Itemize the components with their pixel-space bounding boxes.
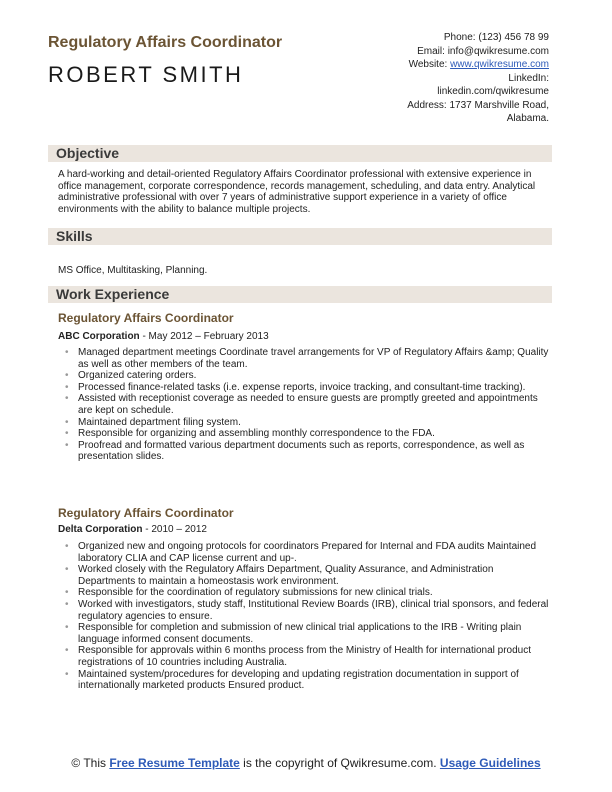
phone-label: Phone:: [443, 32, 476, 43]
job-2-title: Regulatory Affairs Coordinator: [58, 506, 234, 520]
linkedin-label: LinkedIn:: [508, 72, 549, 84]
contact-email: [309, 45, 549, 59]
email-value: info@qwikresume.com: [447, 45, 549, 57]
job-1-title: Regulatory Affairs Coordinator: [58, 311, 234, 325]
skills-section-header: [48, 228, 552, 245]
contact-block: [309, 31, 549, 126]
resume-job-title: Regulatory Affairs Coordinator: [48, 34, 283, 51]
job-1-dates: - May 2012 – February 2013: [139, 331, 269, 342]
copyright-footer: [48, 756, 564, 770]
objective-text: A hard-working and detail-oriented Regulatory Affairs Coordinator professional with extensive experience in office management, corporate correspondence, records management, scheduling, and data entry. Analytical administrative professional with over 7 years of administrative support experience in a variety of office environments with the ability to balance multiple projects.: [58, 169, 536, 215]
list-item: • Responsible for organizing and assembling monthly correspondence to the FDA.: [58, 428, 552, 440]
list-item: • Maintained system/procedures for developing and updating registration documentation in support of internationally marketed products Ensured product.: [58, 669, 552, 692]
list-item: • Responsible for the coordination of regulatory submissions for new clinical trials.: [58, 587, 552, 599]
job-1-company-line: [58, 331, 269, 342]
job-2-company: Delta Corporation: [58, 524, 143, 535]
contact-phone: [309, 31, 549, 45]
phone-value: (123) 456 78 99: [478, 32, 549, 43]
list-item: • Responsible for completion and submission of new clinical trial applications to the IRB - Writing plain language informed consent documents.: [58, 622, 552, 645]
free-resume-template-link[interactable]: Free Resume Template: [109, 756, 240, 770]
list-item: • Responsible for approvals within 6 months process from the Ministry of Health for international product registrations of 10 countries including Australia.: [58, 645, 552, 668]
list-item: • Managed department meetings Coordinate travel arrangements for VP of Regulatory Affairs &amp; Quality as well as other members of the team.: [58, 347, 552, 370]
address-line2: Alabama.: [506, 113, 549, 124]
work-heading: Work Experience: [56, 286, 170, 302]
list-item: • Proofread and formatted various department documents such as reports, correspondence, as well as presentation slides.: [58, 440, 552, 463]
list-item: • Organized new and ongoing protocols for coordinators Prepared for Internal and FDA audits Maintained laboratory CLIA and CAP license current and up-.: [58, 541, 552, 564]
address-label: Address:: [407, 99, 447, 111]
skills-text: MS Office, Multitasking, Planning.: [58, 265, 208, 276]
job-2-company-line: [58, 524, 207, 535]
work-section-header: [48, 286, 552, 303]
candidate-name: ROBERT SMITH: [48, 62, 244, 87]
contact-address: [309, 99, 549, 113]
list-item: • Organized catering orders.: [58, 370, 552, 382]
contact-website: [309, 58, 549, 72]
list-item: • Worked with investigators, study staff, Institutional Review Boards (IRB), clinical trial sponsors, and federal regulatory agencies to ensure.: [58, 599, 552, 622]
email-label: Email:: [417, 45, 445, 57]
linkedin-value: linkedin.com/qwikresume: [437, 86, 549, 97]
objective-heading: Objective: [56, 145, 120, 161]
skills-heading: Skills: [56, 228, 93, 244]
job-2-bullets: [58, 541, 552, 692]
list-item: • Worked closely with the Regulatory Affairs Department, Quality Assurance, and Administration Departments to maintain a homeostasis work environment.: [58, 564, 552, 587]
footer-middle: is the copyright of Qwikresume.com.: [239, 756, 440, 770]
usage-guidelines-link[interactable]: Usage Guidelines: [439, 756, 541, 770]
job-1-bullets: [58, 347, 552, 463]
address-line1: 1737 Marshville Road,: [449, 99, 549, 111]
list-item: • Processed finance-related tasks (i.e. expense reports, invoice tracking, and consultant-time tracking).: [58, 382, 552, 394]
website-link[interactable]: www.qwikresume.com: [450, 59, 549, 70]
job-1-company: ABC Corporation: [58, 331, 140, 342]
website-label: Website:: [408, 59, 448, 70]
job-2-dates: - 2010 – 2012: [142, 524, 207, 535]
list-item: • Maintained department filing system.: [58, 417, 552, 429]
objective-section-header: [48, 145, 552, 162]
footer-prefix: © This: [71, 756, 110, 770]
list-item: • Assisted with receptionist coverage as needed to ensure guests are promptly greeted and appointments are kept on schedule.: [58, 393, 552, 416]
